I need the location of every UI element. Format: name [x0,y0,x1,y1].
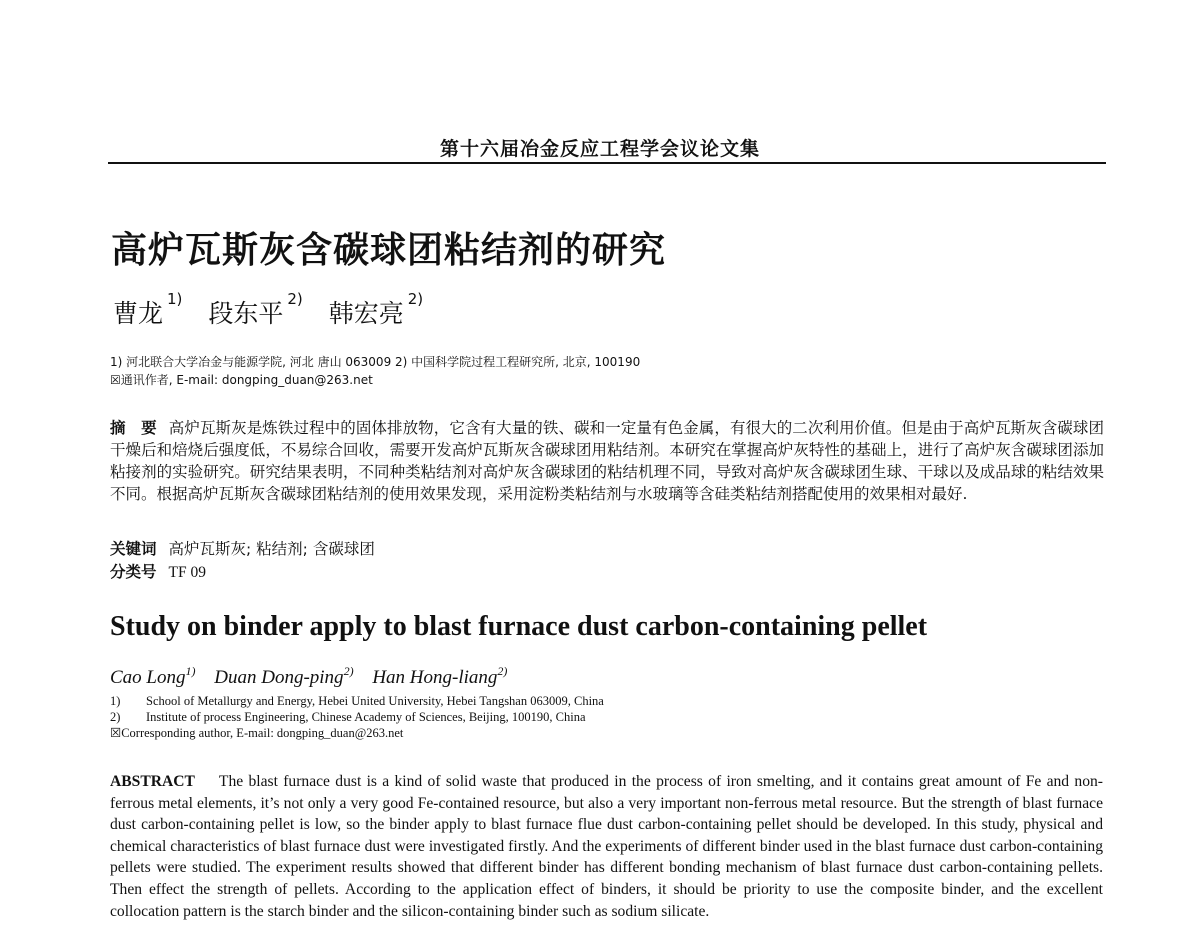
english-affiliations [110,693,604,741]
author-name: 段东平 [208,299,284,328]
affiliation-line [110,693,604,709]
chinese-classification [110,560,206,582]
chinese-abstract [110,417,1104,505]
keywords-text: 高炉瓦斯灰; 粘结剂; 含碳球团 [168,540,375,558]
classification-label: 分类号 [110,563,157,581]
author-mark: 2) [407,290,424,308]
chinese-affiliations [110,353,640,389]
abstract-label: ABSTRACT [110,773,195,790]
abstract-text: The blast furnace dust is a kind of solid waste that produced in the process of iron smelting, and it contains great amount of Fe and non-ferrous metal elements, it’s not only a very good Fe-contained resource, but also a very important non-ferrous metal resource. But the strength of blast furnace dust carbon-containing pellet is low, so the binder apply to blast furnace flue dust carbon-containing pellet should be developed. In this study, physical and chemical characteristics of blast furnace dust were investigated firstly. And the experiments of different binder used in the blast furnace dust carbon-containing pellets were studied. The experiment results showed that different binder has different bonding mechanism of blast furnace dust carbon-containing pellets. Then effect the strength of pellets. According to the application effect of binders, it should be priority to use the composite binder, and the excellent collocation pattern is the starch binder and the silicon-containing binder such as sodium silicate. [110,773,1103,920]
author-name: Cao Long [110,667,186,688]
author-name: Duan Dong-ping [214,667,344,688]
chinese-keywords [110,537,375,559]
abstract-text: 高炉瓦斯灰是炼铁过程中的固体排放物，它含有大量的铁、碳和一定量有色金属，有很大的二次利用价值。但是由于高炉瓦斯灰含碳球团干燥后和焙烧后强度低，不易综合回收，需要开发高炉瓦斯灰含碳球团用粘结剂。本研究在掌握高炉灰特性的基础上，进行了高炉灰含碳球团添加粘接剂的实验研究。研究结果表明，不同种类粘结剂对高炉灰含碳球团的粘结机理不同，导致对高炉灰含碳球团生球、干球以及成品球的粘结效果不同。根据高炉瓦斯灰含碳球团粘结剂的使用效果发现，采用淀粉类粘结剂与水玻璃等含硅类粘结剂搭配使用的效果相对最好. [110,419,1104,503]
author-mark: 1) [167,290,183,308]
author-mark: 1) [185,664,196,678]
correspondence-line: ☒通讯作者, E-mail: dongping_duan@263.net [110,373,373,387]
affiliation-number: 1) [110,694,121,708]
chinese-title: 高炉瓦斯灰含碳球团粘结剂的研究 [111,230,667,271]
affiliation-text: School of Metallurgy and Energy, Hebei United University, Hebei Tangshan 063009, China [146,694,604,708]
author-mark: 2) [497,664,508,678]
chinese-authors [113,290,441,330]
affiliation-number: 2) [110,710,121,724]
affiliation-line: 1) 河北联合大学冶金与能源学院, 河北 唐山 063009 2) 中国科学院过程工程研究所, 北京, 100190 [110,355,641,369]
affiliation-text: Institute of process Engineering, Chinese Academy of Sciences, Beijing, 100190, China [146,710,586,724]
author-mark: 2) [343,664,354,678]
header-rule [108,162,1106,164]
classification-text: TF 09 [168,564,206,581]
author-mark: 2) [287,290,303,308]
abstract-label: 摘 要 [110,419,157,437]
correspondence-line: ☒Corresponding author, E-mail: dongping_duan@263.net [110,726,404,740]
english-title: Study on binder apply to blast furnace dust carbon-containing pellet [110,611,928,642]
english-abstract [110,771,1103,935]
running-head: 第十六届冶金反应工程学会议论文集 [439,138,760,160]
author-name: 曹龙 [113,299,164,328]
keywords-label: 关键词 [110,540,157,558]
english-authors [110,664,521,689]
affiliation-line [110,709,604,725]
author-name: Han Hong-liang [372,667,498,688]
author-name: 韩宏亮 [328,299,404,328]
